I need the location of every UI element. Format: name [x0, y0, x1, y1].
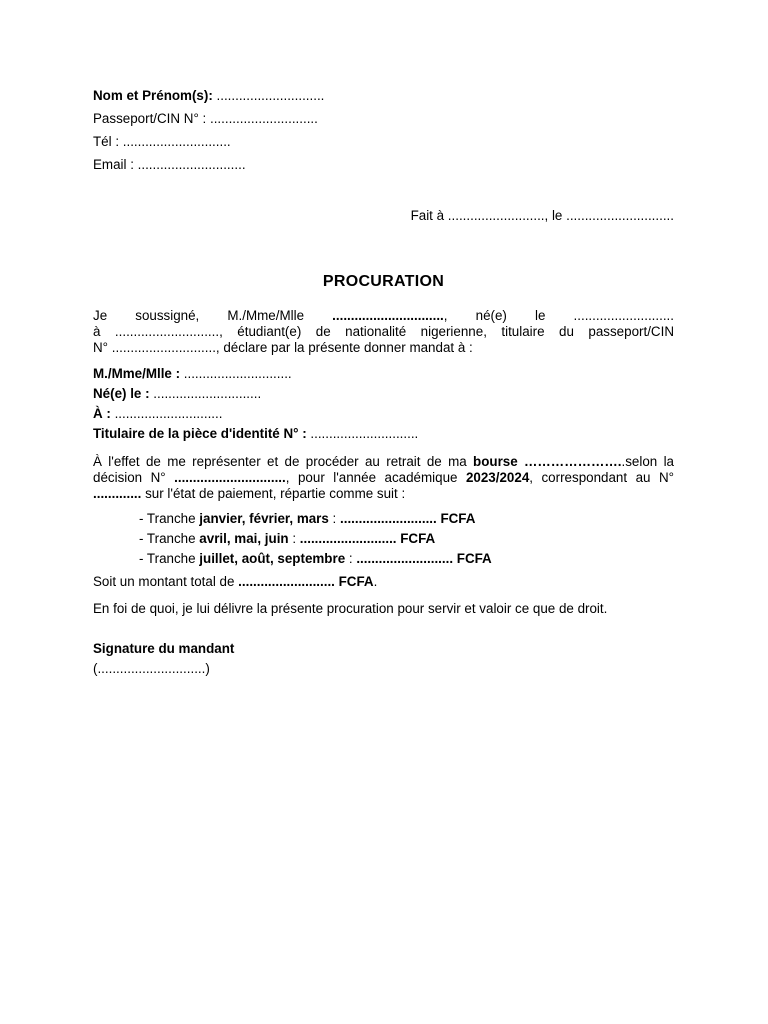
name-value: ............................. [212, 88, 325, 103]
purpose-line-3: ............. sur l'état de paiement, répartie comme suit : [93, 486, 406, 501]
tel-line: Tél : ............................. [93, 134, 231, 149]
mandataire-born: Né(e) le : ............................. [93, 386, 262, 401]
email-line: Email : ............................. [93, 157, 246, 172]
mandataire-civility: M./Mme/Mlle : ............................. [93, 366, 292, 381]
name-label: Nom et Prénom(s): [93, 88, 213, 103]
document-title: PROCURATION [322, 273, 445, 290]
signature-line: (.............................) [93, 661, 210, 676]
name-line [93, 88, 324, 103]
intro-line-2: à ............................, étudiant(e) de nationalité nigerienne, titulaire du passeport/CIN [93, 324, 674, 339]
closing-line: En foi de quoi, je lui délivre la présente procuration pour servir et valoir ce que de droit. [93, 601, 608, 616]
mandataire-id: Titulaire de la pièce d'identité N° : ............................. [93, 426, 419, 441]
signature-label: Signature du mandant [93, 641, 235, 656]
intro-line-1: Je soussigné, M./Mme/Mlle .............................., né(e) le ........................... [93, 308, 674, 323]
passport-line: Passeport/CIN N° : ............................. [93, 111, 318, 126]
purpose-line-2: décision N° .............................., pour l'année académique 2023/2024, correspondant au N° [93, 470, 674, 485]
tranche-item: - Tranche janvier, février, mars : .......................... FCFA [139, 511, 476, 526]
purpose-line-1: À l'effet de me représenter et de procéder au retrait de ma bourse …………………..selon la [93, 454, 674, 469]
total-line: Soit un montant total de .......................... FCFA. [93, 574, 378, 589]
place-date-line: Fait à .........................., le ............................. [410, 208, 674, 223]
tranche-item: - Tranche avril, mai, juin : .......................... FCFA [139, 531, 436, 546]
tranche-item: - Tranche juillet, août, septembre : .......................... FCFA [139, 551, 492, 566]
mandataire-place: À : ............................. [93, 406, 223, 421]
intro-line-3: N° ............................, déclare par la présente donner mandat à : [93, 340, 473, 355]
